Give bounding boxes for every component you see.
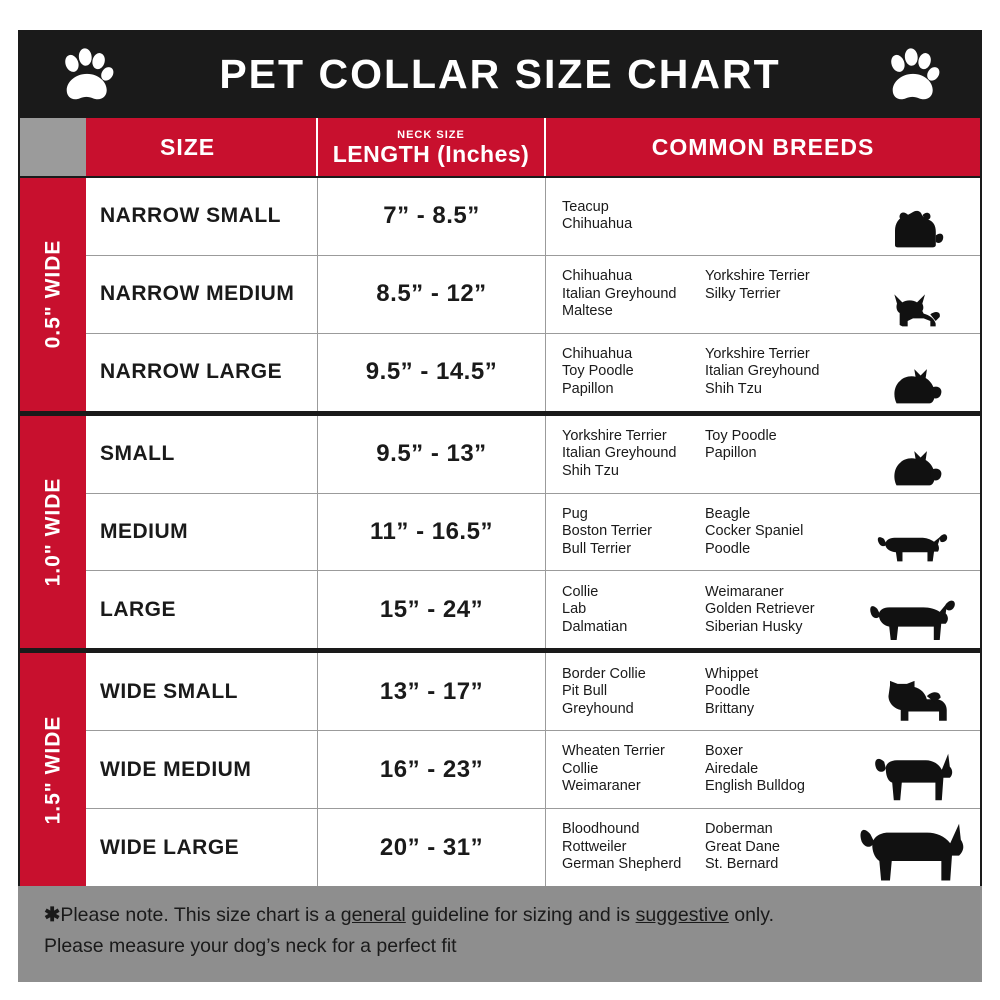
breed-list-col1 — [562, 506, 705, 559]
cell-length: 15” - 24” — [318, 571, 546, 648]
breed-name: Yorkshire Terrier — [562, 427, 667, 444]
width-group-text: 0.5" WIDE — [41, 239, 64, 349]
breed-name: Collie — [562, 760, 599, 777]
cell-breeds — [546, 571, 980, 648]
width-group-header-blank — [20, 118, 86, 178]
table-row — [86, 571, 980, 653]
breed-name: Weimaraner — [562, 778, 641, 795]
cell-breeds — [546, 256, 980, 333]
breed-name: Bloodhound — [562, 821, 640, 838]
breed-name: St. Bernard — [705, 856, 779, 873]
breed-name: German Shepherd — [562, 856, 682, 873]
breed-list-col1 — [562, 584, 705, 637]
cell-size: NARROW SMALL — [86, 178, 318, 255]
breed-name: Chihuahua — [562, 345, 633, 362]
cell-breeds — [546, 809, 980, 886]
table-header-row — [86, 118, 980, 178]
breed-name: Whippet — [705, 665, 759, 682]
breed-name: Shih Tzu — [705, 380, 762, 397]
size-table — [18, 118, 982, 886]
cell-length: 9.5” - 13” — [318, 416, 546, 493]
table-row — [86, 731, 980, 809]
asterisk-icon: ✱ — [44, 904, 61, 926]
papillon-silhouette — [854, 332, 972, 409]
breed-name: Bull Terrier — [562, 540, 632, 557]
table-body-column — [86, 118, 980, 886]
chart-header — [18, 30, 982, 118]
breed-list-col1 — [562, 743, 705, 796]
breed-name: Toy Poodle — [562, 363, 634, 380]
table-row — [86, 334, 980, 416]
cell-size: WIDE SMALL — [86, 653, 318, 730]
width-group-label-1 — [20, 416, 86, 654]
footer-line-2: Please measure your dog’s neck for a perfect fit — [44, 935, 457, 957]
breed-name: Cocker Spaniel — [705, 523, 804, 540]
cell-length: 11” - 16.5” — [318, 494, 546, 571]
cell-length: 16” - 23” — [318, 731, 546, 808]
breed-name: Papillon — [562, 380, 614, 397]
table-row — [86, 178, 980, 256]
breed-name: Boxer — [705, 743, 743, 760]
footer-text-b: guideline for sizing and is — [405, 904, 636, 926]
breed-list-col2 — [705, 743, 848, 796]
table-row — [86, 809, 980, 886]
breed-list-col1 — [562, 199, 705, 234]
breed-name: Pit Bull — [562, 683, 608, 700]
breed-name: Chihuahua — [562, 216, 633, 233]
width-group-label-2 — [20, 653, 86, 886]
cell-size: SMALL — [86, 416, 318, 493]
page-title: PET COLLAR SIZE CHART — [219, 50, 781, 97]
breed-list-col2 — [705, 506, 848, 559]
breed-name: Rottweiler — [562, 838, 627, 855]
breed-name: Pug — [562, 505, 588, 522]
chihuahua-silhouette — [854, 254, 972, 331]
cell-breeds — [546, 416, 980, 493]
breed-name: Maltese — [562, 303, 613, 320]
table-row — [86, 653, 980, 731]
cell-length: 8.5” - 12” — [318, 256, 546, 333]
column-header-size: SIZE — [86, 118, 318, 176]
breed-name: Toy Poodle — [705, 427, 777, 444]
breed-name: Poodle — [705, 540, 751, 557]
table-rows — [86, 178, 980, 886]
column-header-length-main: LENGTH (Inches) — [332, 140, 530, 167]
breed-list-col2 — [705, 346, 848, 399]
breed-name: Papillon — [705, 445, 757, 462]
retriever-silhouette — [854, 569, 972, 646]
breed-name: Border Collie — [562, 665, 646, 682]
breed-name: Wheaten Terrier — [562, 743, 665, 760]
cell-size: WIDE LARGE — [86, 809, 318, 886]
cell-size: WIDE MEDIUM — [86, 731, 318, 808]
beagle-silhouette — [854, 492, 972, 569]
cell-breeds — [546, 334, 980, 411]
breed-name: Golden Retriever — [705, 601, 815, 618]
table-row — [86, 494, 980, 572]
breed-name: Airedale — [705, 760, 759, 777]
breed-name: Poodle — [705, 683, 751, 700]
breed-list-col1 — [562, 428, 705, 481]
breed-name: Doberman — [705, 821, 773, 838]
cell-length: 13” - 17” — [318, 653, 546, 730]
breed-name: Greyhound — [562, 700, 634, 717]
footer-underline-general: general — [340, 904, 406, 926]
cell-length: 20” - 31” — [318, 809, 546, 886]
breed-name: Lab — [562, 601, 587, 618]
doberman-silhouette — [854, 807, 972, 884]
breed-name: Teacup — [562, 198, 609, 215]
breed-name: Shih Tzu — [562, 462, 619, 479]
footer-line-1 — [44, 900, 956, 931]
pitbull-silhouette — [854, 651, 972, 728]
paw-icon — [58, 46, 116, 104]
width-group-text: 1.0" WIDE — [41, 477, 64, 587]
breed-list-col2 — [705, 584, 848, 637]
footer-note — [18, 886, 982, 982]
breed-list-col1 — [562, 666, 705, 719]
breed-name: Brittany — [705, 700, 755, 717]
breed-list-col2 — [705, 268, 848, 321]
breed-name: Weimaraner — [705, 583, 784, 600]
yorkie-silhouette — [854, 176, 972, 253]
breed-name: Collie — [562, 583, 599, 600]
breed-name: Siberian Husky — [705, 618, 803, 635]
cell-breeds — [546, 494, 980, 571]
width-group-text: 1.5" WIDE — [41, 715, 64, 825]
cell-breeds — [546, 178, 980, 255]
breed-list-col1 — [562, 346, 705, 399]
breed-list-col1 — [562, 821, 705, 874]
breed-name: Boston Terrier — [562, 523, 652, 540]
breed-list-col1 — [562, 268, 705, 321]
paw-icon — [884, 46, 942, 104]
breed-list-col2 — [705, 428, 848, 481]
cell-length: 9.5” - 14.5” — [318, 334, 546, 411]
cell-size: NARROW MEDIUM — [86, 256, 318, 333]
cell-size: LARGE — [86, 571, 318, 648]
breed-list-col2 — [705, 821, 848, 874]
cell-breeds — [546, 653, 980, 730]
footer-underline-suggestive: suggestive — [635, 904, 729, 926]
boxer-silhouette — [854, 729, 972, 806]
breed-name: Italian Greyhound — [562, 445, 677, 462]
table-row — [86, 416, 980, 494]
cell-size: NARROW LARGE — [86, 334, 318, 411]
breed-name: Silky Terrier — [705, 285, 781, 302]
cell-size: MEDIUM — [86, 494, 318, 571]
cell-breeds — [546, 731, 980, 808]
breed-name: Dalmatian — [562, 618, 628, 635]
column-header-length — [318, 118, 546, 176]
breed-name: Yorkshire Terrier — [705, 345, 810, 362]
chart-frame — [18, 30, 982, 982]
width-group-column — [20, 118, 86, 886]
breed-name: English Bulldog — [705, 778, 805, 795]
breed-list-col2 — [705, 666, 848, 719]
breed-name: Great Dane — [705, 838, 780, 855]
table-row — [86, 256, 980, 334]
width-group-label-0 — [20, 178, 86, 416]
footer-text-a: Please note. This size chart is a — [60, 904, 341, 926]
breed-name: Italian Greyhound — [562, 285, 677, 302]
breed-name: Beagle — [705, 505, 751, 522]
breed-list-col2 — [705, 199, 848, 234]
column-header-breeds: COMMON BREEDS — [651, 133, 875, 160]
cell-length: 7” - 8.5” — [318, 178, 546, 255]
breed-name: Italian Greyhound — [705, 363, 820, 380]
footer-text-c: only. — [728, 904, 774, 926]
breed-name: Yorkshire Terrier — [705, 268, 810, 285]
papillon-silhouette — [854, 414, 972, 491]
breed-name: Chihuahua — [562, 268, 633, 285]
column-header-length-sub: NECK SIZE — [397, 128, 465, 141]
